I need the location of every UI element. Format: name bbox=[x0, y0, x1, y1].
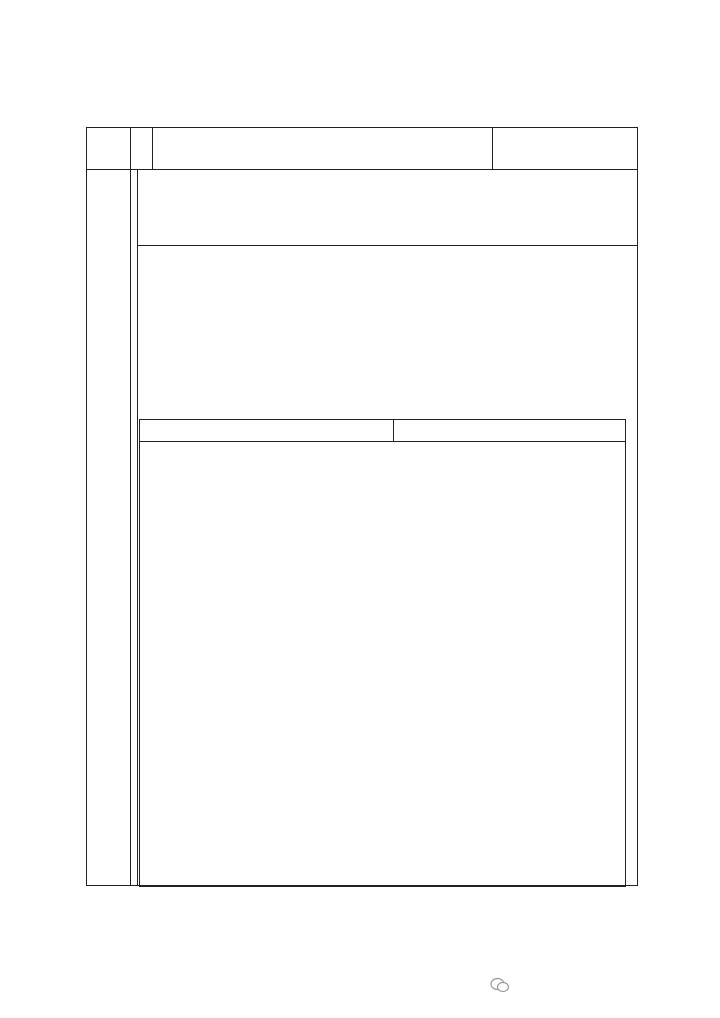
table-header bbox=[87, 128, 637, 170]
col-period-header bbox=[394, 420, 626, 441]
main-table bbox=[86, 127, 638, 886]
header-content bbox=[153, 128, 493, 170]
chapter-cell bbox=[87, 170, 131, 885]
header-guide bbox=[493, 128, 637, 170]
transition-table-header bbox=[140, 420, 625, 442]
guide-cell bbox=[137, 170, 637, 246]
header-article bbox=[131, 128, 153, 170]
wechat-icon bbox=[490, 977, 510, 993]
transition-table bbox=[139, 419, 626, 887]
column-divider bbox=[137, 170, 138, 885]
header-chapter bbox=[87, 128, 131, 170]
col-article-header bbox=[140, 420, 394, 441]
definitions-block bbox=[137, 246, 637, 248]
